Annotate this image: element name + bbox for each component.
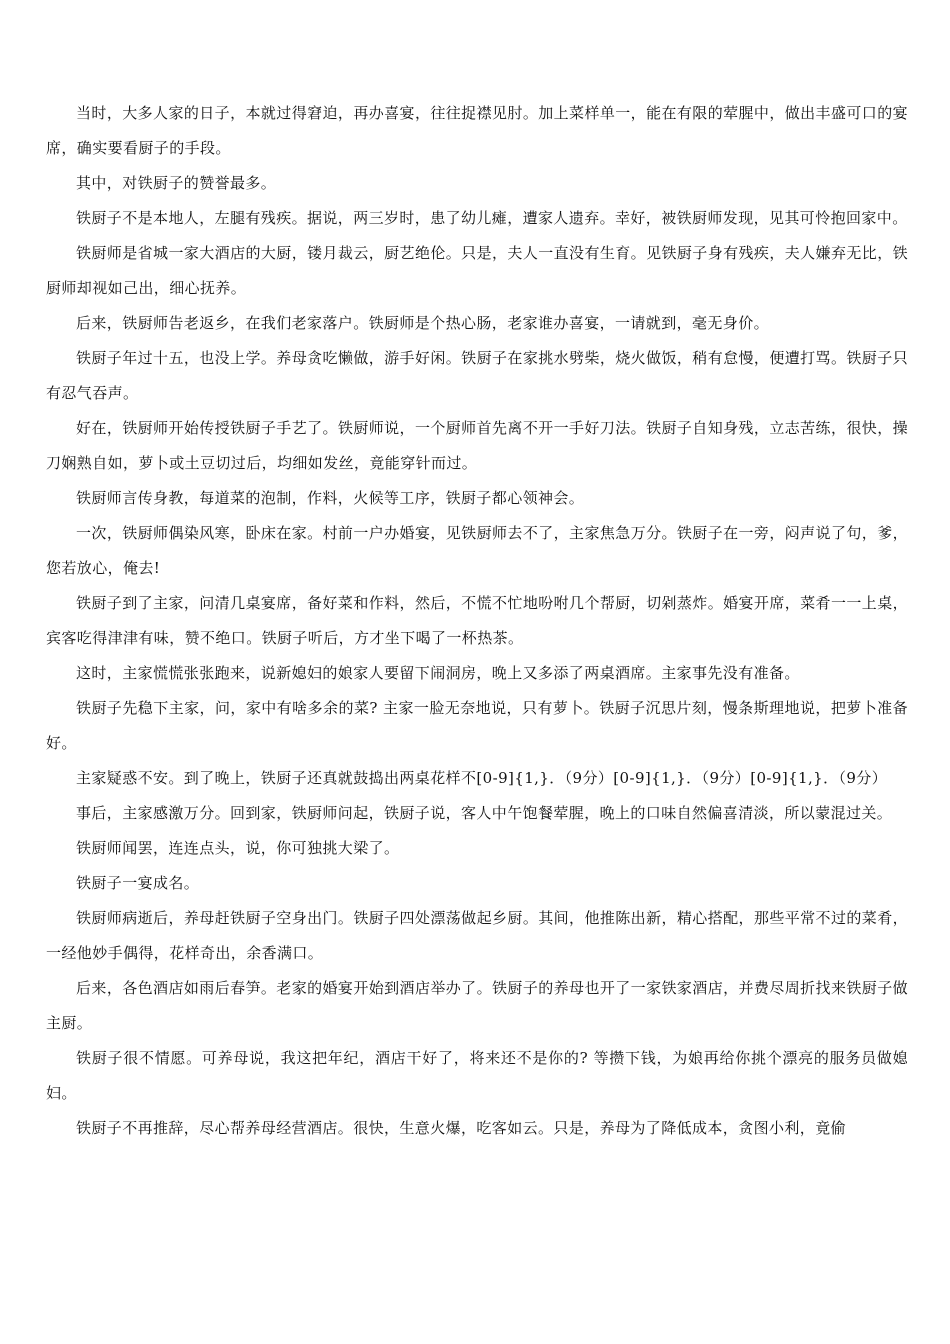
paragraph: 铁厨子很不情愿。可养母说，我这把年纪，酒店干好了，将来还不是你的? 等攒下钱，为娘再给你挑个漂亮的服务员做媳妇。 [46,1049,908,1102]
paragraph: 铁厨子到了主家，问清几桌宴席，备好菜和作料，然后，不慌不忙地吩咐几个帮厨，切剁蒸炸。婚宴开席，菜肴一一上桌，宾客吃得津津有味，赞不绝口。铁厨子听后，方才坐下喝了一杯热茶。 [46,594,908,647]
paragraph: 这时，主家慌慌张张跑来，说新媳妇的娘家人要留下闹洞房，晚上又多添了两桌酒席。主家事先没有准备。 [76,664,800,682]
paragraph: 铁厨子一宴成名。 [76,874,200,892]
paragraph: 其中，对铁厨子的赞誉最多。 [76,174,277,192]
paragraph: 铁厨师是省城一家大酒店的大厨，镂月裁云，厨艺绝伦。只是，夫人一直没有生育。见铁厨子身有残疾，夫人嫌弃无比，铁厨师却视如己出，细心抚养。 [46,244,908,297]
paragraph: 铁厨师闻罢，连连点头，说，你可独挑大梁了。 [76,839,400,857]
paragraph: 好在，铁厨师开始传授铁厨子手艺了。铁厨师说，一个厨师首先离不开一手好刀法。铁厨子自知身残，立志苦练，很快，操刀娴熟自如，萝卜或土豆切过后，均细如发丝，竟能穿针而过。 [46,419,908,472]
paragraph: 后来，各色酒店如雨后春笋。老家的婚宴开始到酒店举办了。铁厨子的养母也开了一家铁家酒店，并费尽周折找来铁厨子做主厨。 [46,979,908,1032]
paragraph: 事后，主家感激万分。回到家，铁厨师问起，铁厨子说，客人中午饱餐荤腥，晚上的口味自然偏喜清淡，所以蒙混过关。 [76,804,893,822]
paragraph: 铁厨子不是本地人，左腿有残疾。据说，两三岁时，患了幼儿瘫，遭家人遗弃。幸好，被铁厨师发现，见其可怜抱回家中。 [76,209,908,227]
paragraph: 铁厨师病逝后，养母赶铁厨子空身出门。铁厨子四处漂荡做起乡厨。其间，他推陈出新，精心搭配，那些平常不过的菜肴，一经他妙手偶得，花样奇出，余香满口。 [46,909,908,962]
paragraph: 一次，铁厨师偶染风寒，卧床在家。村前一户办婚宴，见铁厨师去不了，主家焦急万分。铁厨子在一旁，闷声说了句，爹，您若放心，俺去! [46,524,908,577]
paragraph: 后来，铁厨师告老返乡，在我们老家落户。铁厨师是个热心肠，老家谁办喜宴，一请就到，毫无身价。 [76,314,770,332]
document-page [46,96,908,1146]
paragraph: 铁厨师言传身教，每道菜的泡制，作料，火候等工序，铁厨子都心领神会。 [76,489,585,507]
paragraph: 主家疑惑不安。到了晚上，铁厨子还真就鼓捣出两桌花样不[0-9]{1,}．（9分）[0-9]{1,}．（9分）[0-9]{1,}．（9分） [76,769,888,787]
paragraph: 铁厨子先稳下主家，问，家中有啥多余的菜? 主家一脸无奈地说，只有萝卜。铁厨子沉思片刻，慢条斯理地说，把萝卜准备好。 [46,699,908,752]
paragraph: 当时，大多人家的日子，本就过得窘迫，再办喜宴，往往捉襟见肘。加上菜样单一，能在有限的荤腥中，做出丰盛可口的宴席，确实要看厨子的手段。 [46,104,908,157]
paragraph: 铁厨子不再推辞，尽心帮养母经营酒店。很快，生意火爆，吃客如云。只是，养母为了降低成本，贪图小利，竟偷 [76,1119,847,1137]
paragraph: 铁厨子年过十五，也没上学。养母贪吃懒做，游手好闲。铁厨子在家挑水劈柴，烧火做饭，稍有怠慢，便遭打骂。铁厨子只有忍气吞声。 [46,349,908,402]
